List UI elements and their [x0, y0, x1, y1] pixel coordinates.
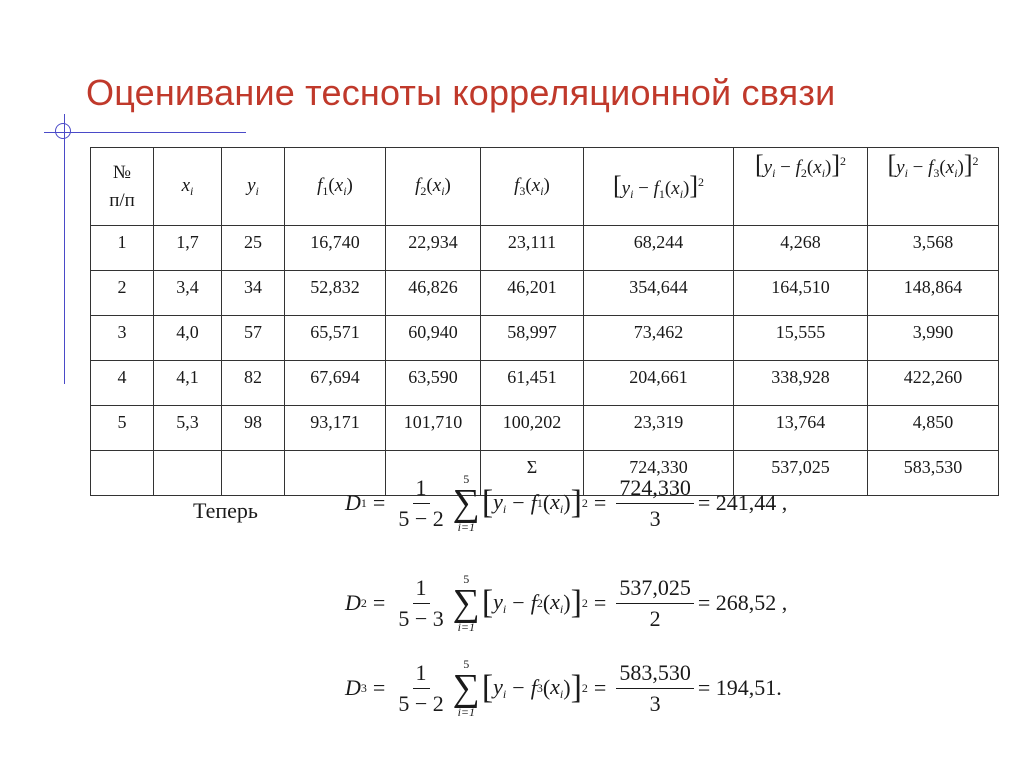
table-cell: 101,710	[386, 406, 481, 451]
table-cell: 60,940	[386, 316, 481, 361]
dispersion-formula-3: D 3 = $\frac{1}{5 - 2}$ 5 ∑ i=1 [ $y_i$ − f 3 ( $x_i$ ) ] 2 = $\frac{583,530}{3}$ = 194,51.	[345, 657, 782, 719]
table-cell: 3	[91, 316, 154, 361]
table-cell: 65,571	[285, 316, 386, 361]
table-cell: 3,568	[868, 226, 999, 271]
table-cell: 3,4	[154, 271, 222, 316]
formula-coefficient: $\frac{1}{5 - 2}$	[398, 474, 444, 531]
formula-fraction: $\frac{724,330}{3}$	[616, 475, 694, 532]
table-cell: 4,268	[734, 226, 868, 271]
formula-fraction: $\frac{583,530}{3}$	[616, 660, 694, 717]
table-cell: 63,590	[386, 361, 481, 406]
table-cell: 148,864	[868, 271, 999, 316]
table-cell: 13,764	[734, 406, 868, 451]
decor-vertical-line	[64, 114, 65, 384]
dispersion-formula-1: D 1 = $\frac{1}{5 - 2}$ 5 ∑ i=1 [ $y_i$ − f 1 ( $x_i$ ) ] 2 = $\frac{724,330}{3}$ = 241,44 ,	[345, 472, 788, 534]
sum-cell: 724,330	[584, 451, 734, 496]
formula-coefficient: $\frac{1}{5 - 3}$	[398, 574, 444, 631]
table-cell: 34	[222, 271, 285, 316]
table-cell: 4	[91, 361, 154, 406]
table-cell: 46,826	[386, 271, 481, 316]
table-cell: 73,462	[584, 316, 734, 361]
slide-title: Оценивание тесноты корреляционной связи	[86, 72, 836, 113]
table-cell: 4,850	[868, 406, 999, 451]
table-cell: 5,3	[154, 406, 222, 451]
formula-result: = 194,51.	[697, 675, 782, 700]
header-f3: $f_3(x_i)$	[481, 148, 584, 226]
table-cell: 46,201	[481, 271, 584, 316]
table-cell: 25	[222, 226, 285, 271]
table-cell: 22,934	[386, 226, 481, 271]
header-number	[91, 148, 154, 226]
table-cell: 204,661	[584, 361, 734, 406]
sum-symbol: 5 ∑ i=1	[452, 572, 480, 634]
empty-cell	[154, 451, 222, 496]
sum-cell: 537,025	[734, 451, 868, 496]
table-cell: 16,740	[285, 226, 386, 271]
table-cell: 4,1	[154, 361, 222, 406]
table-cell: 164,510	[734, 271, 868, 316]
sum-cell: 583,530	[868, 451, 999, 496]
correlation-table	[90, 147, 999, 496]
formula-result: = 241,44 ,	[697, 490, 788, 515]
table-cell: 338,928	[734, 361, 868, 406]
table-cell: 61,451	[481, 361, 584, 406]
table-cell: 93,171	[285, 406, 386, 451]
table-cell: 3,990	[868, 316, 999, 361]
formula-lhs: D	[345, 675, 361, 700]
empty-cell	[222, 451, 285, 496]
formula-coefficient: $\frac{1}{5 - 2}$	[398, 659, 444, 716]
decor-horizontal-line	[44, 132, 246, 133]
table-cell: 4,0	[154, 316, 222, 361]
table-cell: 98	[222, 406, 285, 451]
table-cell: 23,319	[584, 406, 734, 451]
sum-cell: Σ	[481, 451, 584, 496]
header-yi: $y_i$	[222, 148, 285, 226]
table-cell: 57	[222, 316, 285, 361]
header-f2: $f_2(x_i)$	[386, 148, 481, 226]
empty-cell	[91, 451, 154, 496]
dispersion-formula-2: D 2 = $\frac{1}{5 - 3}$ 5 ∑ i=1 [ $y_i$ − f 2 ( $x_i$ ) ] 2 = $\frac{537,025}{2}$ = 268,52 ,	[345, 572, 788, 634]
decor-circle	[55, 123, 71, 139]
table-cell: 15,555	[734, 316, 868, 361]
formula-lhs-index: 3	[360, 680, 367, 695]
table-cell: 82	[222, 361, 285, 406]
formula-lhs: D	[345, 590, 361, 615]
table-cell: 67,694	[285, 361, 386, 406]
now-label: Теперь	[193, 498, 258, 523]
header-number-label: п/п	[109, 189, 135, 211]
table-cell: 68,244	[584, 226, 734, 271]
table-row	[91, 316, 999, 361]
header-f1: $f_1(x_i)$	[285, 148, 386, 226]
sum-symbol: 5 ∑ i=1	[452, 657, 480, 719]
formula-fraction: $\frac{537,025}{2}$	[616, 575, 694, 632]
header-dev2: $[y_i - f_2(x_i)]^2$	[734, 148, 868, 226]
table-cell: 1	[91, 226, 154, 271]
table-cell: 2	[91, 271, 154, 316]
table-cell: 23,111	[481, 226, 584, 271]
table-cell: 52,832	[285, 271, 386, 316]
table-cell: 100,202	[481, 406, 584, 451]
table-row	[91, 406, 999, 451]
table-cell: 58,997	[481, 316, 584, 361]
sum-symbol: 5 ∑ i=1	[452, 472, 480, 534]
table-cell: 354,644	[584, 271, 734, 316]
table-cell: 422,260	[868, 361, 999, 406]
formula-lhs-index: 2	[360, 595, 367, 610]
header-dev3: $[y_i - f_3(x_i)]^2$	[868, 148, 999, 226]
table-header-row	[91, 148, 999, 226]
table-row	[91, 271, 999, 316]
table-row	[91, 361, 999, 406]
header-number-symbol: №	[112, 161, 132, 183]
table-cell: 5	[91, 406, 154, 451]
table-row	[91, 226, 999, 271]
formula-result: = 268,52 ,	[697, 590, 788, 615]
formula-lhs-index: 1	[360, 495, 367, 510]
formula-lhs: D	[345, 490, 361, 515]
table-cell: 1,7	[154, 226, 222, 271]
header-dev1: $[y_i - f_1(x_i)]^2$	[584, 148, 734, 226]
header-xi: $x_i$	[154, 148, 222, 226]
